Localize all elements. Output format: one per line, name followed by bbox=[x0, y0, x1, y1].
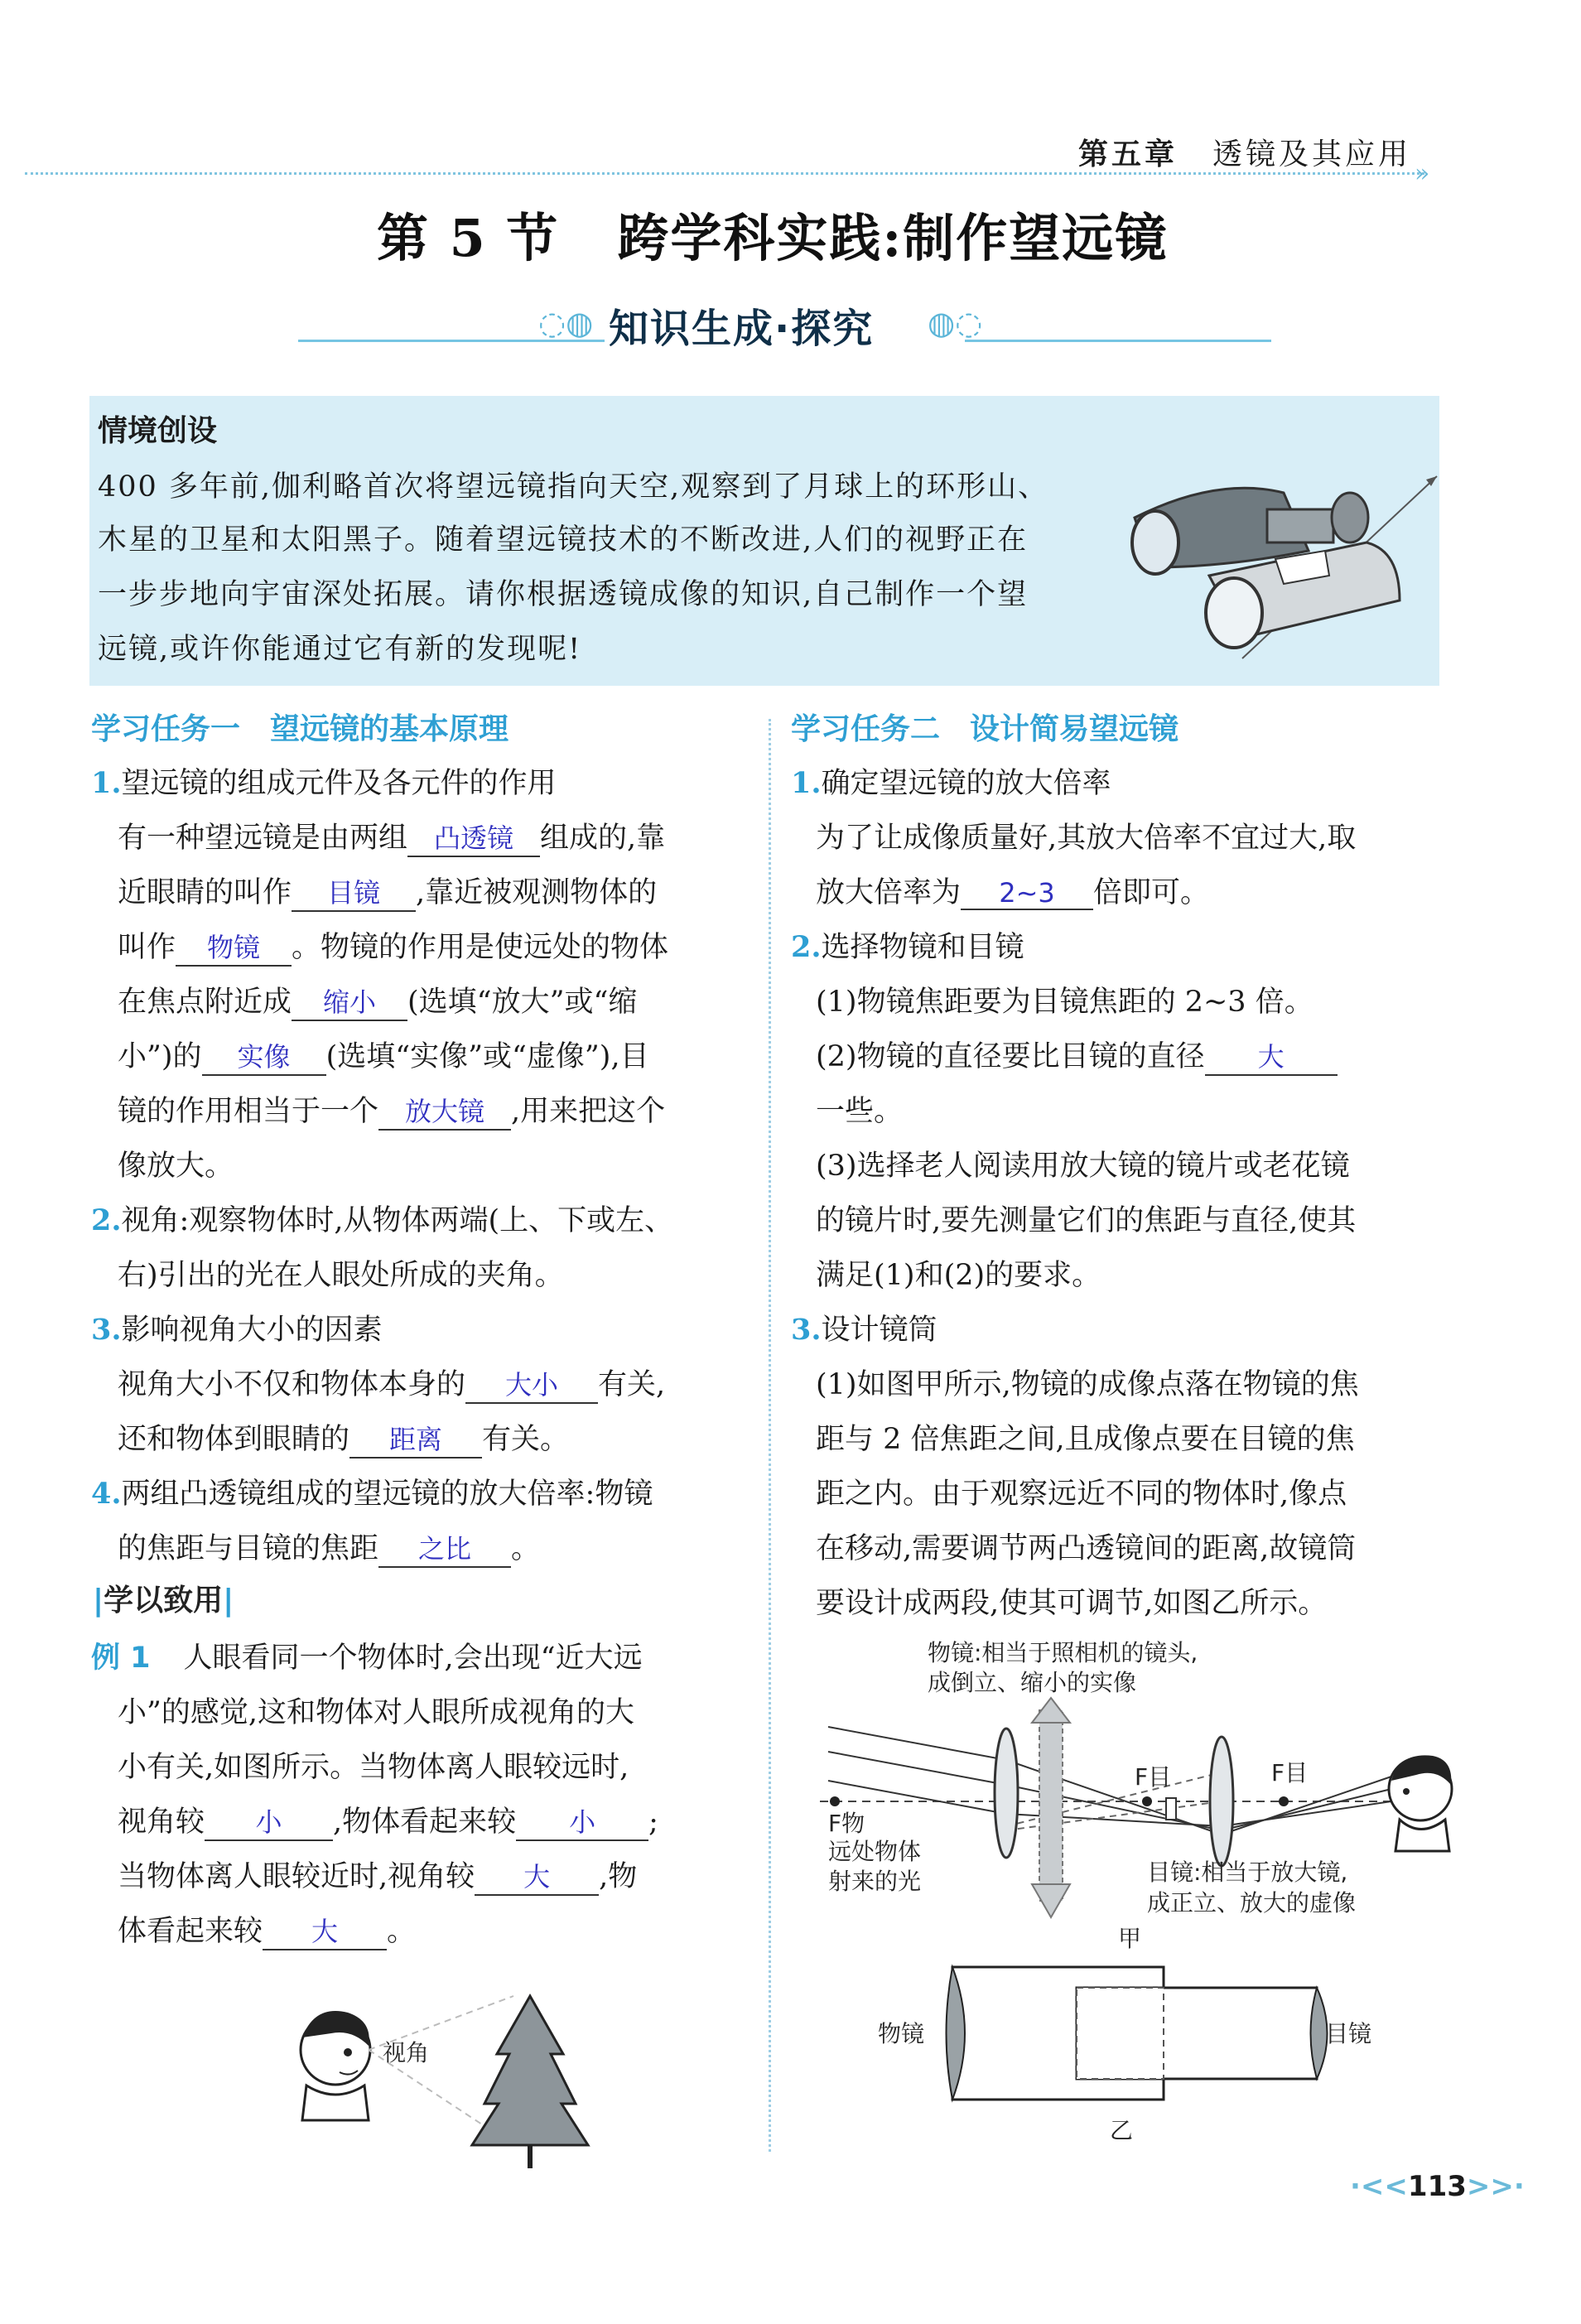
task1-line: 右)引出的光在人眼处所成的夹角。 bbox=[118, 1259, 564, 1292]
task2-line: 在移动,需要调节两凸透镜间的距离,故镜筒 bbox=[816, 1532, 1357, 1565]
banner-title: 知识生成·探究 bbox=[609, 306, 875, 352]
focus-objective-label: F物 bbox=[828, 1810, 865, 1837]
distant-light-label: 射来的光 bbox=[828, 1868, 922, 1895]
text: 视角大小不仅和物体本身的 bbox=[118, 1368, 466, 1401]
task2-line: 距之内。由于观察远近不同的物体时,像点 bbox=[816, 1478, 1347, 1511]
diagram-caption: 甲 bbox=[1118, 1925, 1142, 1952]
item-number: 3. bbox=[91, 1313, 122, 1347]
text: 倍即可。 bbox=[1093, 876, 1210, 909]
scenario-title: 情境创设 bbox=[98, 414, 218, 448]
binoculars-illustration bbox=[1118, 460, 1441, 667]
task1-line bbox=[118, 815, 665, 857]
text: 。 bbox=[511, 1532, 541, 1565]
swirl-icon: ◍◌ bbox=[928, 305, 983, 341]
task2-item3 bbox=[791, 1307, 938, 1348]
arrows-icon: » bbox=[1415, 159, 1430, 188]
page-number: ·<<113>>· bbox=[1350, 2170, 1525, 2203]
text: 。 bbox=[387, 1915, 417, 1948]
task2-line bbox=[816, 870, 1209, 911]
text: 小”)的 bbox=[118, 1040, 202, 1073]
text: 组成的,靠 bbox=[540, 822, 666, 855]
text: ,物体看起来较 bbox=[333, 1806, 517, 1839]
task2-line: 距与 2 倍焦距之间,且成像点要在目镜的焦 bbox=[816, 1423, 1355, 1456]
item-number: 1. bbox=[91, 766, 122, 800]
task2-line: 要设计成两段,使其可调节,如图乙所示。 bbox=[816, 1587, 1328, 1620]
task1-item4 bbox=[91, 1471, 653, 1512]
task2-item2 bbox=[791, 924, 1024, 966]
telescope-tube-diagram bbox=[861, 1921, 1375, 2145]
item-number: 2. bbox=[91, 1203, 122, 1237]
example-line bbox=[91, 1635, 643, 1676]
text: ; bbox=[648, 1806, 658, 1839]
item-title: 望远镜的组成元件及各元件的作用 bbox=[121, 767, 557, 800]
answer-blank: 实像 bbox=[202, 1036, 326, 1076]
answer-blank: 放大镜 bbox=[378, 1091, 511, 1131]
item-number: 2. bbox=[791, 930, 822, 964]
focus-eyepiece-label: F目 bbox=[1271, 1759, 1309, 1786]
answer-blank: 缩小 bbox=[292, 981, 407, 1021]
task1-item3 bbox=[91, 1307, 383, 1348]
item-number: 4. bbox=[91, 1477, 122, 1511]
task2-line: (3)选择老人阅读用放大镜的镜片或老花镜 bbox=[816, 1150, 1350, 1183]
example-line bbox=[118, 1854, 637, 1896]
task1-line: 像放大。 bbox=[118, 1150, 234, 1183]
example-line bbox=[118, 1799, 658, 1841]
chapter-title: 透镜及其应用 bbox=[1212, 137, 1411, 171]
section-number: 第 5 节 bbox=[377, 208, 560, 268]
viewing-angle-figure bbox=[282, 1979, 646, 2170]
answer-blank: 2~3 bbox=[961, 877, 1093, 910]
task2-title: 学习任务二 设计简易望远镜 bbox=[791, 712, 1179, 746]
answer-blank: 物镜 bbox=[176, 927, 292, 967]
task2-line: 为了让成像质量好,其放大倍率不宜过大,取 bbox=[816, 822, 1357, 855]
answer-blank: 大 bbox=[475, 1856, 599, 1896]
task1-line bbox=[118, 1416, 569, 1459]
task2-line: (1)如图甲所示,物镜的成像点落在物镜的焦 bbox=[816, 1368, 1359, 1401]
text: 叫作 bbox=[118, 931, 176, 964]
section-name: 跨学科实践:制作望远镜 bbox=[617, 208, 1169, 268]
task2-line: 一些。 bbox=[816, 1095, 904, 1128]
apply-title-text: 学以致用 bbox=[104, 1584, 224, 1618]
scenario-line: 400 多年前,伽利略首次将望远镜指向天空,观察到了月球上的环形山、 bbox=[98, 470, 1049, 504]
item-title: 选择物镜和目镜 bbox=[821, 931, 1024, 964]
scenario-line: 远镜,或许你能通过它有新的发现呢! bbox=[98, 633, 582, 666]
distant-light-label: 远处物体 bbox=[828, 1838, 922, 1865]
example-line: 小”的感觉,这和物体对人眼所成视角的大 bbox=[118, 1696, 635, 1729]
apply-title: |学以致用| bbox=[93, 1584, 234, 1618]
page-number-value: 113 bbox=[1407, 2170, 1467, 2203]
eyepiece-note: 成正立、放大的虚像 bbox=[1147, 1889, 1357, 1917]
task1-item2 bbox=[91, 1198, 673, 1239]
eyepiece-label: 目镜 bbox=[1325, 2020, 1372, 2047]
text: 的焦距与目镜的焦距 bbox=[118, 1532, 379, 1565]
answer-blank: 距离 bbox=[349, 1419, 482, 1459]
task1-line bbox=[118, 924, 668, 967]
item-number: 3. bbox=[791, 1313, 822, 1347]
task1-line bbox=[118, 1034, 649, 1076]
eyepiece-note: 目镜:相当于放大镜, bbox=[1147, 1859, 1348, 1886]
text: 近眼睛的叫作 bbox=[118, 876, 292, 909]
text: (选填“放大”或“缩 bbox=[407, 986, 638, 1019]
text: 人眼看同一个物体时,会出现“近大远 bbox=[183, 1642, 643, 1675]
text: ,物 bbox=[599, 1860, 638, 1893]
text: ,用来把这个 bbox=[511, 1095, 666, 1128]
chapter-header bbox=[1078, 131, 1411, 173]
answer-blank: 小 bbox=[205, 1801, 333, 1841]
item-title: 确定望远镜的放大倍率 bbox=[821, 767, 1111, 800]
focus-eyepiece-label: F目 bbox=[1135, 1763, 1172, 1791]
viewing-angle-label: 视角 bbox=[383, 2039, 430, 2066]
text: 当物体离人眼较近时,视角较 bbox=[118, 1860, 475, 1893]
answer-blank: 大 bbox=[1205, 1036, 1338, 1076]
text: 还和物体到眼睛的 bbox=[118, 1423, 350, 1456]
answer-blank: 之比 bbox=[378, 1528, 511, 1568]
task2-line: 满足(1)和(2)的要求。 bbox=[816, 1259, 1101, 1292]
answer-blank: 目镜 bbox=[292, 872, 416, 912]
task1-title: 学习任务一 望远镜的基本原理 bbox=[91, 712, 509, 746]
text: 。物镜的作用是使远处的物体 bbox=[292, 931, 669, 964]
diagram-caption: 乙 bbox=[1110, 2117, 1134, 2144]
text: 镜的作用相当于一个 bbox=[118, 1095, 379, 1128]
header-rule bbox=[25, 172, 1424, 175]
text: 有关。 bbox=[482, 1423, 570, 1456]
telescope-optics-diagram bbox=[820, 1636, 1474, 1950]
banner-rule-right bbox=[965, 340, 1271, 342]
objective-note: 成倒立、缩小的实像 bbox=[928, 1669, 1137, 1696]
item-title: 影响视角大小的因素 bbox=[121, 1314, 383, 1347]
text: 放大倍率为 bbox=[816, 876, 962, 909]
text: (2)物镜的直径要比目镜的直径 bbox=[816, 1040, 1205, 1073]
example-line: 小有关,如图所示。当物体离人眼较远时, bbox=[118, 1751, 629, 1784]
example-line bbox=[118, 1908, 416, 1950]
text: 视角:观察物体时,从物体两端(上、下或左、 bbox=[121, 1204, 674, 1237]
answer-blank: 大小 bbox=[465, 1364, 598, 1404]
text: 体看起来较 bbox=[118, 1915, 263, 1948]
task1-line bbox=[118, 1526, 540, 1568]
text: (选填“实像”或“虚像”),目 bbox=[325, 1040, 649, 1073]
text: 有关, bbox=[598, 1368, 666, 1401]
task1-item1 bbox=[91, 760, 557, 802]
objective-note: 物镜:相当于照相机的镜头, bbox=[928, 1639, 1198, 1666]
column-divider bbox=[769, 719, 771, 2152]
text: 两组凸透镜组成的望远镜的放大倍率:物镜 bbox=[121, 1478, 653, 1511]
task1-line bbox=[118, 1088, 665, 1131]
task1-line bbox=[118, 979, 637, 1021]
text: 视角较 bbox=[118, 1806, 205, 1839]
text: 有一种望远镜是由两组 bbox=[118, 822, 408, 855]
text: ,靠近被观测物体的 bbox=[416, 876, 658, 909]
chapter-number: 第五章 bbox=[1077, 137, 1178, 171]
task1-line bbox=[118, 870, 657, 912]
task2-line bbox=[816, 1034, 1338, 1076]
section-title bbox=[377, 197, 1168, 271]
text: 在焦点附近成 bbox=[118, 986, 292, 1019]
scenario-line: 木星的卫星和太阳黑子。随着望远镜技术的不断改进,人们的视野正在 bbox=[98, 523, 1029, 557]
task2-line: (1)物镜焦距要为目镜焦距的 2~3 倍。 bbox=[816, 986, 1313, 1019]
task1-line bbox=[118, 1362, 665, 1404]
item-title: 设计镜筒 bbox=[821, 1314, 938, 1347]
task2-item1 bbox=[791, 760, 1111, 802]
answer-blank: 凸透镜 bbox=[407, 817, 540, 857]
answer-blank: 大 bbox=[263, 1911, 387, 1950]
swirl-icon: ◌◍ bbox=[538, 305, 594, 341]
task2-line: 的镜片时,要先测量它们的焦距与直径,使其 bbox=[816, 1204, 1357, 1237]
objective-label: 物镜 bbox=[878, 2020, 925, 2047]
scenario-line: 一步步地向宇宙深处拓展。请你根据透镜成像的知识,自己制作一个望 bbox=[98, 578, 1029, 611]
example-label: 例 1 bbox=[91, 1642, 151, 1675]
item-number: 1. bbox=[791, 766, 822, 800]
answer-blank: 小 bbox=[516, 1801, 648, 1841]
